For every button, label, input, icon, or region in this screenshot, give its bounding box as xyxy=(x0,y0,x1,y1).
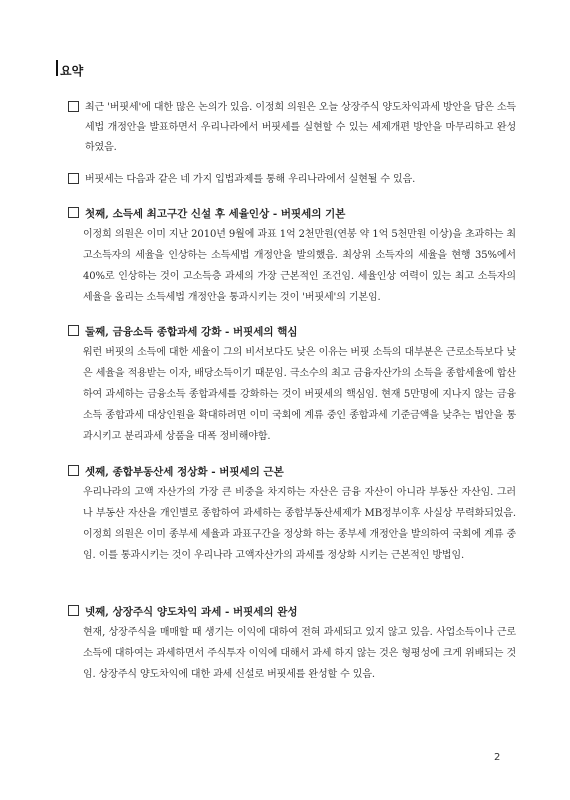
section-body: 이정희 의원은 이미 지난 2010년 9월에 과표 1억 2천만원(연봉 약 1억 5천만원 이상)을 초과하는 최고소득자의 세율을 인상하는 소득세법 개정안을 발의했음. 최상위 소득자의 세율을 현행 35%에서 40%로 인상하는 것이 고소득층 과세의 가장 근본적인 조건임. 세율인상 여력이 있는 최고 소득자의 세율을 올리는 소득세법 개정안을 통과시키는 것이 '버핏세'의 기본임. xyxy=(83,229,516,303)
square-bullet-icon xyxy=(68,605,79,616)
section-title: 넷째, 상장주식 양도차익 과세 - 버핏세의 완성 xyxy=(85,606,298,618)
section-1 xyxy=(68,204,516,308)
square-bullet-icon xyxy=(68,173,79,184)
section-2 xyxy=(68,322,516,447)
section-3 xyxy=(68,462,516,566)
square-bullet-icon xyxy=(68,325,79,336)
intro-bullet-2 xyxy=(68,170,516,190)
section-body: 현재, 상장주식을 매매할 때 생기는 이익에 대하여 전혀 과세되고 있지 않고 있음. 사업소득이나 근로소득에 대하여는 과세하면서 주식투자 이익에 대해서 과세 하지 않는 것은 형평성에 크게 위배되는 것임. 상장주식 양도차익에 대한 과세 신설로 버핏세를 완성할 수 있음. xyxy=(83,627,516,680)
page-number: 2 xyxy=(494,752,501,763)
heading-bar xyxy=(56,60,58,76)
square-bullet-icon xyxy=(68,101,79,112)
section-body: 워런 버핏의 소득에 대한 세율이 그의 비서보다도 낮은 이유는 버핏 소득의 대부분은 근로소득보다 낮은 세율을 적용받는 이자, 배당소득이기 때문임. 극소수의 최고 금융자산가의 소득을 종합세율에 합산하여 과세하는 금융소득 종합과세를 강화하는 것이 버핏세의 핵심임. 현재 5만명에 지나지 않는 금융소득 종합과세 대상인원을 확대하려면 이미 국회에 계류 중인 종합과세 기준금액을 낮추는 법안을 통과시키고 분리과세 상품을 대폭 정비해야함. xyxy=(83,347,516,442)
square-bullet-icon xyxy=(68,465,79,476)
intro-paragraph: 버핏세는 다음과 같은 네 가지 입법과제를 통해 우리나라에서 실현될 수 있음. xyxy=(85,174,416,185)
page-heading: 요약 xyxy=(60,64,84,78)
square-bullet-icon xyxy=(68,207,79,218)
section-title: 첫째, 소득세 최고구간 신설 후 세율인상 - 버핏세의 기본 xyxy=(85,208,346,220)
section-title: 셋째, 종합부동산세 정상화 - 버핏세의 근본 xyxy=(85,466,284,478)
section-body: 우리나라의 고액 자산가의 가장 큰 비중을 차지하는 자산은 금융 자산이 아니라 부동산 자산임. 그러나 부동산 자산을 개인별로 종합하여 과세하는 종합부동산세제가 MB정부이후 사실상 무력화되었음. 이정희 의원은 이미 종부세 세율과 과표구간을 정상화 하는 종부세 개정안을 발의하여 국회에 계류 중임. 이를 통과시키는 것이 우리나라 고액자산가의 과세를 정상화 시키는 근본적인 방법임. xyxy=(83,487,516,561)
intro-bullet-1 xyxy=(68,98,516,158)
section-title: 둘째, 금융소득 종합과세 강화 - 버핏세의 핵심 xyxy=(85,326,298,338)
section-4 xyxy=(68,602,516,685)
intro-paragraph: 최근 '버핏세'에 대한 많은 논의가 있음. 이정희 의원은 오늘 상장주식 양도차익과세 방안을 담은 소득세법 개정안을 발표하면서 우리나라에서 버핏세를 실현할 수 있는 세제개편 방안을 마무리하고 완성하였음. xyxy=(85,102,516,153)
